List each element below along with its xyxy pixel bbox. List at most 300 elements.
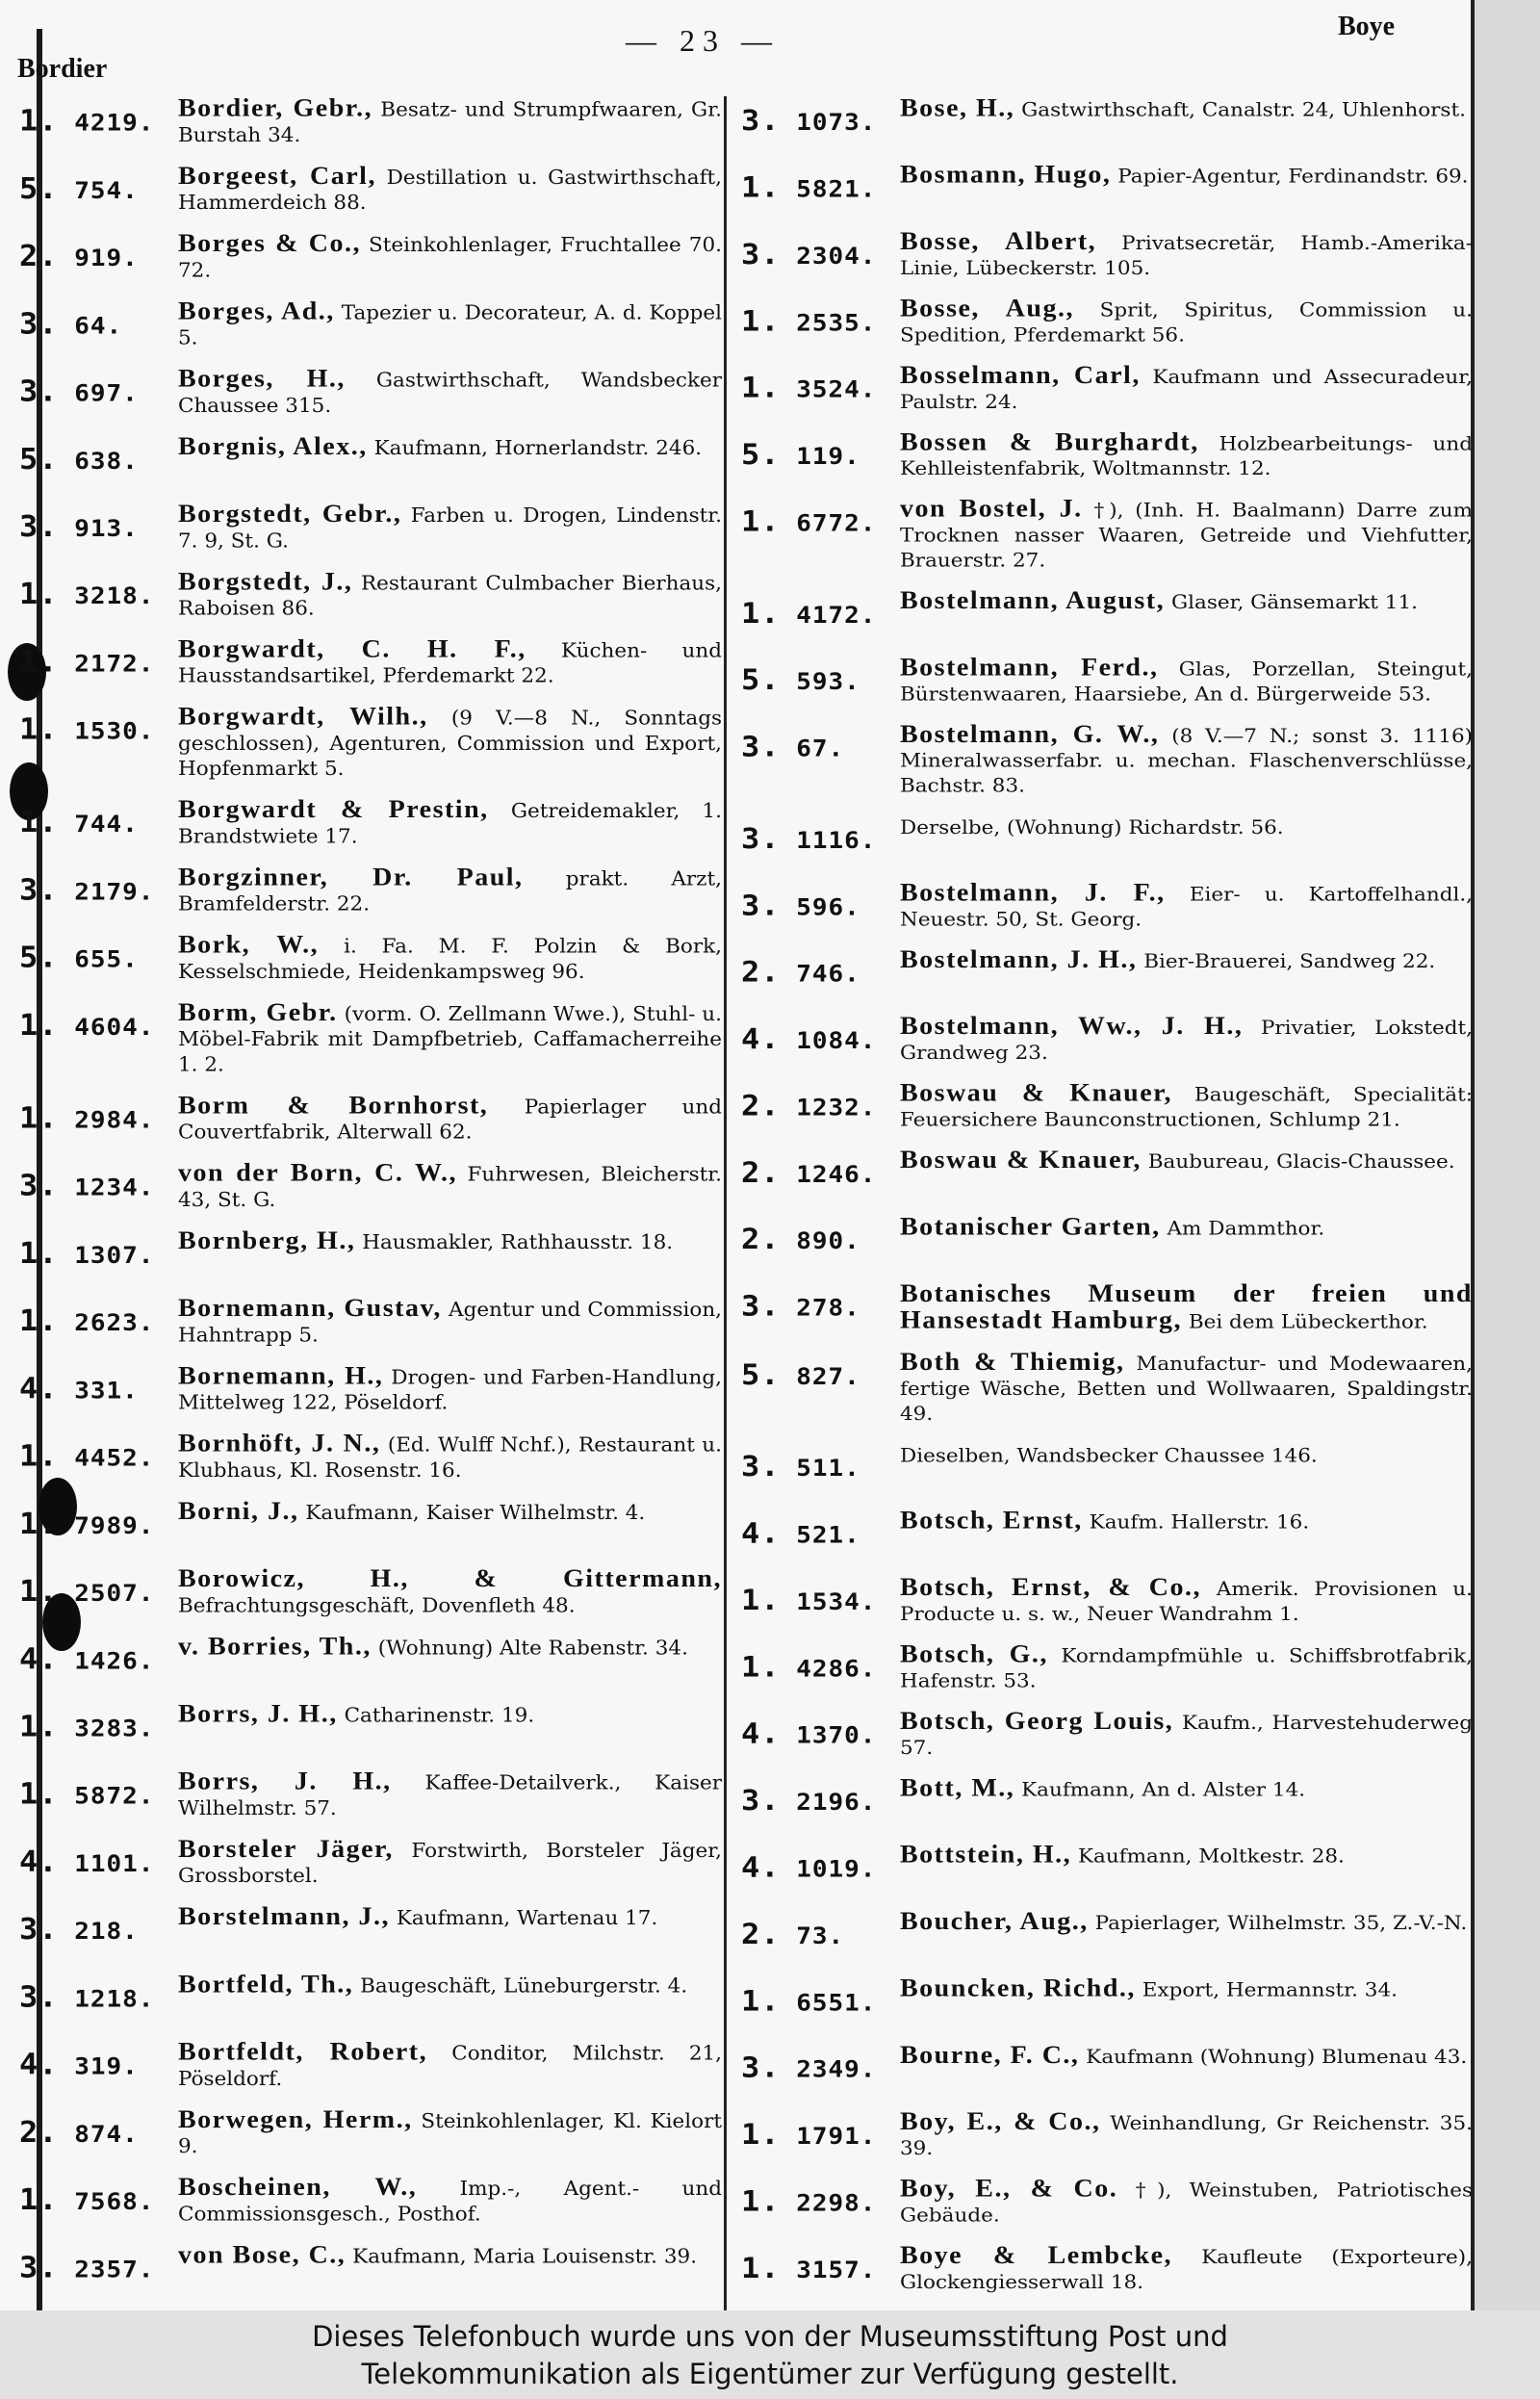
entry-text [900,497,1473,574]
phone-number [19,1912,164,1947]
subscriber-name: Borges, Ad., [178,297,335,325]
footer-notice [0,2310,1540,2399]
exchange-zone: 3. [19,1979,59,2014]
line-number: 2623. [74,1309,155,1337]
phone-number [19,712,164,747]
exchange-zone: 1. [19,1709,59,1743]
subscriber-details: Dieselben, Wandsbecker Chaussee 146. [900,1444,1318,1467]
directory-entry [19,96,722,148]
subscriber-details: Kaufmann, Maria Louisenstr. 39. [352,2245,698,2269]
phone-number [741,2117,886,2151]
line-number: 1234. [74,1174,155,1202]
exchange-zone: 1. [741,169,781,204]
subscriber-details: i. Fa. M. F. Polzin & Bork, Kesselschmiede, Heidenkampsweg 96. [178,935,722,984]
right-column [741,96,1473,2310]
entry-text [900,814,1473,841]
subscriber-details: prakt. Arzt, Bramfelderstr. 22. [178,867,722,916]
entry-text [178,1837,722,1889]
subscriber-name: Bostelmann, August, [900,586,1166,615]
directory-entry [19,933,722,985]
exchange-zone: 1. [741,1983,781,2018]
subscriber-details: Amerik. Provisionen u. Producte u. s. w., Neuer Wandrahm 1. [900,1578,1473,1626]
subscriber-details: Eier- u. Kartoffelhandl., Neuestr. 50, St. Georg. [900,883,1474,931]
subscriber-details: Bier-Brauerei, Sandweg 22. [1143,950,1436,973]
directory-entry [19,299,722,351]
subscriber-name: Boy, E., & Co., [900,2108,1101,2136]
subscriber-details: Hausmakler, Rathhausstr. 18. [362,1231,674,1254]
entry-text [900,1976,1473,2003]
subscriber-details: Catharinenstr. 19. [344,1704,535,1728]
subscriber-details: (9 V.—8 N., Sonntags geschlossen), Agenturen, Commission und Export, Hopfenmarkt 5. [178,707,722,781]
exchange-zone: 5. [741,1357,781,1392]
phone-number [741,237,886,271]
subscriber-details: Gastwirthschaft, Wandsbecker Chaussee 315. [178,369,722,418]
subscriber-details: Getreidemakler, 1. Brandstwiete 17. [178,800,722,849]
subscriber-name: Botanisches Museum der freien und Hansestadt Hamburg, [900,1279,1473,1335]
entry-text [900,881,1473,933]
phone-number [741,1289,886,1323]
directory-entry [741,1348,1473,1428]
line-number: 890. [796,1227,860,1255]
phone-number [741,1983,886,2017]
entry-text [178,1970,722,1999]
directory-entry [19,367,722,419]
phone-number [19,306,164,341]
entry-text [900,2241,1473,2296]
line-number: 1426. [74,1647,155,1675]
phone-number [19,2182,164,2217]
entry-text [178,2107,722,2159]
directory-entry [19,1632,722,1687]
subscriber-name: Borgwardt, C. H. F., [178,635,526,664]
scan-edge [1473,0,1540,2310]
phone-number [19,1371,164,1406]
directory-entry [741,881,1473,933]
entry-text [178,1161,722,1213]
subscriber-details: Baubureau, Glacis-Chaussee. [1147,1150,1455,1174]
directory-entry [19,502,722,554]
subscriber-details: Befrachtungsgeschäft, Dovenfleth 48. [178,1594,576,1617]
exchange-zone: 3. [741,729,781,763]
entry-text [900,947,1473,974]
directory-entry [741,586,1473,641]
directory-entry [741,1573,1473,1628]
phone-number [741,170,886,204]
exchange-zone: 1. [19,1303,59,1338]
line-number: 3218. [74,582,155,610]
directory-entry [19,637,722,689]
directory-entry [19,1000,722,1078]
line-number: 319. [74,2053,139,2081]
subscriber-name: Bornemann, Gustav, [178,1294,442,1323]
exchange-zone: 3. [741,1288,781,1324]
subscriber-details: Am Dammthor. [1167,1217,1325,1240]
subscriber-name: Borgstedt, Gebr., [178,500,402,529]
entry-text [178,933,722,985]
line-number: 1246. [796,1161,877,1189]
directory-entry [741,1148,1473,1200]
phone-number [741,1583,886,1616]
entry-text [178,1228,722,1255]
line-number: 218. [74,1918,139,1946]
phone-number [19,644,164,679]
entry-text [178,1632,722,1662]
directory-entry [19,1566,722,1618]
entry-text [900,361,1474,416]
line-number: 3524. [796,376,877,404]
phone-number [741,371,886,404]
entry-text [900,2110,1473,2162]
phone-number [19,872,164,907]
phone-number [19,1844,164,1879]
exchange-zone: 4. [19,2047,59,2082]
exchange-zone: 1. [741,1649,781,1684]
subscriber-details: (Wohnung) Alte Rabenstr. 34. [377,1637,688,1660]
subscriber-name: Borrs, J. H., [178,1700,338,1729]
subscriber-name: Borgwardt & Prestin, [178,795,489,824]
subscriber-details: Papier-Agentur, Ferdinandstr. 69. [1117,166,1469,189]
phone-number [19,805,164,839]
exchange-zone: 2. [741,954,781,990]
entry-text [178,795,722,850]
phone-number [19,2250,164,2284]
subscriber-details: Kaufmann, Kaiser Wilhelmstr. 4. [305,1502,646,1525]
subscriber-name: Borges, H., [178,365,346,394]
phone-number [19,2115,164,2150]
directory-entry [19,2040,722,2092]
exchange-zone: 3. [19,872,59,907]
exchange-zone: 5. [741,437,781,472]
directory-entry [19,1432,722,1483]
line-number: 1019. [796,1856,877,1883]
subscriber-details: Baugeschäft, Specialität: Feuersichere Baunconstructionen, Schlump 21. [900,1084,1473,1132]
phone-number [19,1438,164,1473]
subscriber-details: Kaufm. Hallerstr. 16. [1089,1511,1310,1535]
entry-text [178,164,722,216]
subscriber-details: Sprit, Spiritus, Commission u. Spedition, Pferdemarkt 56. [900,298,1473,347]
subscriber-name: Bortfeldt, Robert, [178,2038,428,2067]
line-number: 2304. [796,243,877,271]
line-number: 2349. [796,2056,877,2084]
subscriber-name: Botsch, Georg Louis, [900,1707,1174,1736]
subscriber-name: Bortfeld, Th., [178,1970,354,1999]
line-number: 119. [796,443,860,471]
phone-number [741,1917,886,1950]
subscriber-details: Privatier, Lokstedt, Grandweg 23. [900,1017,1473,1065]
phone-number [19,103,164,138]
subscriber-name: Bott, M., [900,1774,1015,1802]
line-number: 3283. [74,1715,155,1743]
line-number: 1232. [796,1095,877,1122]
subscriber-details: Steinkohlenlager, Fruchtallee 70. 72. [178,234,722,282]
subscriber-name: Boye & Lembcke, [900,2241,1173,2270]
exchange-zone: 1. [19,1100,59,1135]
subscriber-details: Papierlager, Wilhelmstr. 35, Z.-V.-N. [1094,1912,1468,1935]
phone-number [741,662,886,696]
phone-number [19,171,164,206]
line-number: 1370. [796,1722,877,1750]
subscriber-details: Kaufmann (Wohnung) Blumenau 43. [1086,2046,1468,2069]
directory-entry [19,2173,722,2228]
subscriber-name: Bosse, Albert, [900,227,1097,256]
directory-entry [741,430,1473,482]
exchange-zone: 3. [741,1783,781,1818]
line-number: 4172. [796,602,877,630]
phone-number [741,103,886,137]
subscriber-name: Borwegen, Herm., [178,2105,413,2134]
exchange-zone: 3. [741,821,781,856]
right-catchword: Boye [1338,12,1396,41]
line-number: 913. [74,515,139,543]
subscriber-details: Kaufleute (Exporteure), Glockengiesserwall 18. [900,2246,1473,2294]
subscriber-name: Both & Thiemig, [900,1348,1125,1377]
directory-entry [19,865,722,917]
exchange-zone: 3. [19,2250,59,2284]
line-number: 5872. [74,1783,155,1811]
exchange-zone: 4. [19,1371,59,1406]
subscriber-details: Privatsecretär, Hamb.-Amerika-Linie, Lübeckerstr. 105. [900,232,1473,280]
line-number: 4219. [74,110,155,138]
exchange-zone: 3. [19,1168,59,1203]
exchange-zone: 4. [19,1844,59,1879]
footer-line-1: Dieses Telefonbuch wurde uns von der Museumsstiftung Post und [312,2320,1228,2353]
directory-entry [19,1970,722,2025]
entry-text [178,299,722,351]
subscriber-name: Bostelmann, J. H., [900,945,1138,974]
line-number: 638. [74,448,139,476]
entry-text [900,1348,1473,1428]
phone-number [19,1168,164,1202]
phone-number [741,955,886,989]
line-number: 697. [74,379,139,408]
entry-text [900,1509,1473,1535]
entry-text [178,2173,722,2228]
subscriber-name: Boswau & Knauer, [900,1079,1173,1108]
subscriber-details: Holzbearbeitungs- und Kehlleistenfabrik, Woltmannstr. 12. [900,432,1473,480]
subscriber-name: Boswau & Knauer, [900,1146,1142,1174]
entry-text [900,430,1473,482]
exchange-zone: 1. [741,370,781,405]
entry-text [178,502,722,554]
phone-number [19,374,164,408]
phone-number [19,442,164,477]
subscriber-name: von Bose, C., [178,2240,346,2269]
exchange-zone: 1. [19,1776,59,1812]
phone-number [19,1979,164,2014]
line-number: 2535. [796,310,877,337]
subscriber-details: Glas, Porzellan, Steingut, Bürstenwaaren, Haarsiebe, An d. Bürgerweide 53. [900,658,1473,706]
subscriber-name: Bostelmann, Ferd., [900,654,1159,682]
line-number: 4452. [74,1445,155,1473]
subscriber-details: †), Weinstuben, Patriotisches Gebäude. [900,2180,1473,2228]
line-number: 64. [74,312,123,340]
directory-entry [741,656,1473,708]
subscriber-name: Borsteler Jäger, [178,1835,394,1864]
directory-entry [741,2110,1473,2162]
exchange-zone: 5. [19,441,59,477]
entry-text [900,2043,1473,2070]
line-number: 2507. [74,1580,155,1608]
subscriber-name: Bork, W., [178,931,320,960]
exchange-zone: 3. [19,1912,59,1947]
entry-text [178,434,722,461]
entry-text [900,586,1473,616]
subscriber-name: Bordier, Gebr., [178,94,373,123]
entry-text [178,231,722,283]
entry-text [178,1296,722,1348]
exchange-zone: 1. [19,1007,59,1043]
directory-entry [19,1837,722,1889]
exchange-zone: 4. [19,1641,59,1676]
entry-text [900,1776,1473,1803]
line-number: 754. [74,177,139,205]
line-number: 1791. [796,2123,877,2151]
exchange-zone: 1. [741,596,781,631]
subscriber-name: Borgzinner, Dr. Paul, [178,863,524,891]
directory-entry [741,1081,1473,1133]
entry-text [900,297,1473,348]
exchange-zone: 4. [741,1715,781,1751]
phone-number [19,1507,164,1541]
directory-entry [741,1843,1473,1895]
directory-entry [741,497,1473,574]
phone-number [741,1222,886,1255]
subscriber-name: Bornemann, H., [178,1361,384,1390]
directory-entry [19,1902,722,1957]
line-number: 278. [796,1295,860,1323]
line-number: 2984. [74,1106,155,1134]
subscriber-name: Bornhöft, J. N., [178,1430,381,1458]
phone-number [741,504,886,538]
phone-number [741,596,886,630]
subscriber-details: Forstwirth, Borsteler Jäger, Grossborstel. [178,1840,722,1888]
directory-entry [741,1215,1473,1267]
subscriber-name: Bornberg, H., [178,1226,356,1255]
phone-number [741,2051,886,2084]
directory-entry [19,1161,722,1213]
subscriber-name: Borgeest, Carl, [178,162,376,191]
subscriber-name: Borm & Bornhorst, [178,1091,489,1120]
directory-entry [19,1091,722,1146]
subscriber-name: Boy, E., & Co. [900,2175,1118,2204]
line-number: 4604. [74,1014,155,1042]
entry-text [178,1902,722,1932]
entry-text [900,2177,1473,2229]
entry-text [900,722,1473,799]
line-number: 2298. [796,2190,877,2217]
directory-entry [741,1015,1473,1067]
subscriber-details: Kaffee-Detailverk., Kaiser Wilhelmstr. 57. [178,1771,722,1820]
exchange-zone: 2. [741,1917,781,1951]
exchange-zone: 2. [741,1222,781,1256]
phone-number [19,1777,164,1812]
phone-number [741,730,886,763]
line-number: 511. [796,1455,860,1483]
line-number: 1218. [74,1985,155,2013]
phone-number [19,2048,164,2082]
directory-entry [741,1976,1473,2028]
entry-text [900,1281,1473,1335]
directory-entry [741,227,1473,282]
directory-entry [19,2240,722,2295]
directory-entry [741,1642,1473,1694]
phone-number [741,1021,886,1055]
exchange-zone: 1. [741,2117,781,2152]
subscriber-name: Botsch, Ernst, & Co., [900,1573,1201,1602]
line-number: 874. [74,2121,139,2149]
subscriber-details: Gastwirthschaft, Canalstr. 24, Uhlenhorst. [1021,98,1466,121]
directory-entry [741,1442,1473,1494]
subscriber-name: Bosmann, Hugo, [900,161,1112,190]
directory-entry [19,231,722,283]
line-number: 7989. [74,1512,155,1540]
phone-number [741,1089,886,1122]
subscriber-details: Tapezier u. Decorateur, A. d. Koppel 5. [178,301,722,350]
entry-text [900,1843,1473,1870]
entry-text [178,705,722,783]
entry-text [900,1081,1473,1133]
directory-entry [741,1907,1473,1962]
line-number: 331. [74,1377,139,1405]
phone-number [19,577,164,611]
subscriber-name: Botanischer Garten, [900,1213,1161,1241]
exchange-zone: 5. [741,662,781,697]
directory-entry [741,722,1473,799]
directory-entry [19,434,722,486]
column-divider [724,96,727,2310]
phone-number [19,1303,164,1338]
subscriber-name: Borgstedt, J., [178,567,353,596]
exchange-zone: 4. [741,1849,781,1884]
directory-entry [741,1776,1473,1828]
phone-number [19,1008,164,1043]
directory-entry [741,1281,1473,1335]
directory-entry [19,2107,722,2159]
exchange-zone: 1. [741,303,781,338]
line-number: 73. [796,1922,845,1950]
phone-number [741,821,886,855]
exchange-zone: 1. [19,711,59,747]
subscriber-name: Botsch, G., [900,1640,1048,1668]
exchange-zone: 1. [19,1506,59,1541]
directory-entry [741,2177,1473,2229]
phone-number [741,1155,886,1189]
exchange-zone: 1. [741,2251,781,2285]
subscriber-details: Imp.-, Agent.- und Commissionsgesch., Posthof. [178,2178,722,2227]
entry-text [900,1642,1473,1694]
phone-number [741,1716,886,1750]
subscriber-name: von der Born, C. W., [178,1159,457,1188]
directory-entry [19,1769,722,1821]
phone-number [741,2251,886,2284]
line-number: 593. [796,668,860,696]
subscriber-name: Bose, H., [900,94,1015,122]
directory-entry [741,2241,1473,2296]
entry-text [900,96,1473,123]
line-number: 4286. [796,1656,877,1683]
subscriber-name: von Bostel, J. [900,495,1083,524]
subscriber-name: Botsch, Ernst, [900,1507,1083,1535]
entry-text [900,163,1473,190]
subscriber-name: Boucher, Aug., [900,1907,1089,1936]
directory-entry [19,1228,722,1280]
subscriber-details: (vorm. O. Zellmann Wwe.), Stuhl- u. Möbel-Fabrik mit Dampfbetrieb, Caffamacherreihe 1. 2. [178,1003,722,1076]
subscriber-name: Bourne, F. C., [900,2041,1080,2070]
entry-text [178,1000,722,1078]
subscriber-details: Bei dem Lübeckerthor. [1188,1310,1428,1334]
phone-number [741,1357,886,1391]
subscriber-details: (8 V.—7 N.; sonst 3. 1116) Mineralwasserfabr. u. mechan. Flaschenverschlüsse, Bachstr. 83. [900,725,1474,798]
